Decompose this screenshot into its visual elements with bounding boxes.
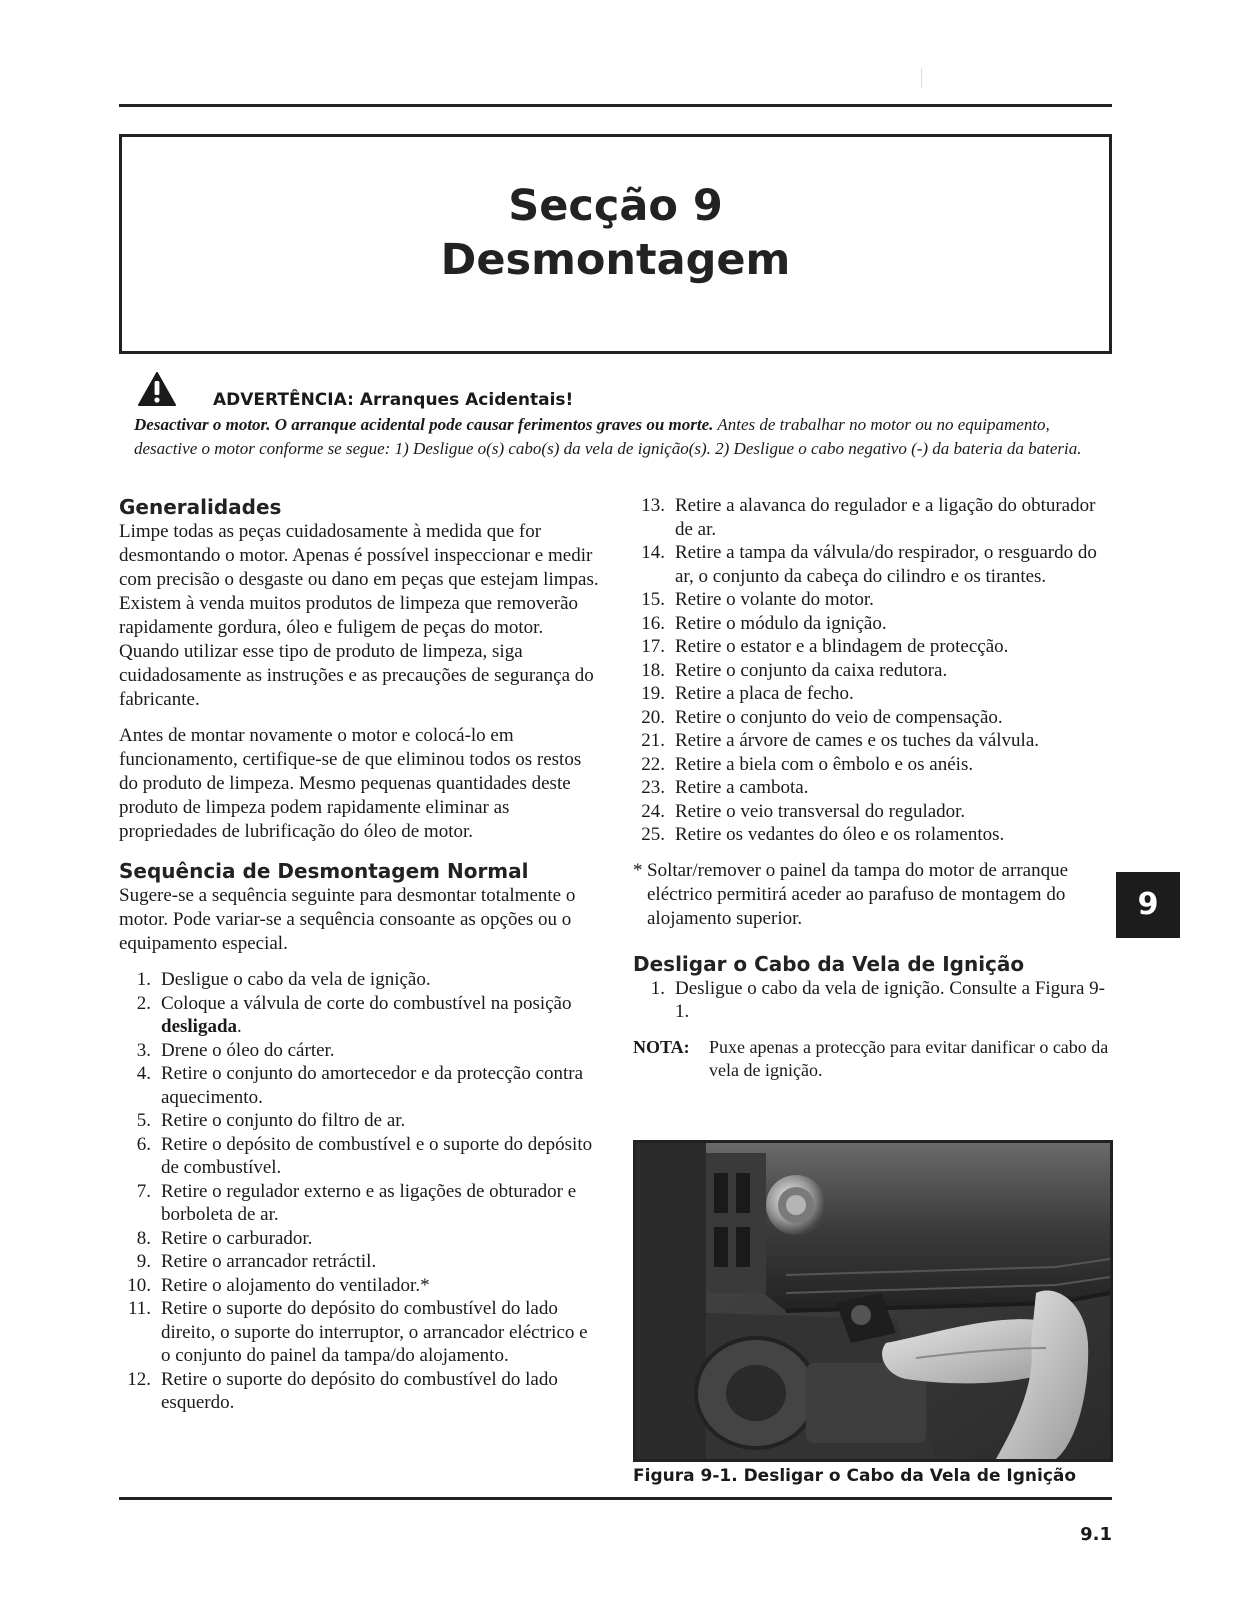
section-tab: 9 [1116,872,1180,938]
list-item: 9. Retire o arrancador retráctil. [136,1251,377,1272]
list-item: 11. Retire o suporte do depósito do combustível do lado direito, o suporte do interruptor, o arrancador eléctrico e o conjunto do painel da tampa/do alojamento. [127,1298,588,1366]
heading-generalidades: Generalidades [119,495,282,519]
warning-triangle-icon [138,372,176,406]
list-item: 17. Retire o estator e a blindagem de protecção. [641,636,1009,657]
list-item: 5. Retire o conjunto do filtro de ar. [136,1110,406,1131]
list-item: 18. Retire o conjunto da caixa redutora. [641,659,948,681]
steps-list-right [633,494,1113,847]
note-label: NOTA: [633,1036,690,1057]
list-item: 3. Drene o óleo do cárter. [136,1039,335,1061]
steps-list-left [119,968,599,1415]
engine-photo-illustration [636,1143,1110,1459]
list-item: 13. Retire a alavanca do regulador e a ligação do obturador de ar. [641,495,1096,540]
list-item: 7. Retire o regulador externo e as ligações de obturador e borboleta de ar. [136,1180,577,1225]
list-item: 22. Retire a biela com o êmbolo e os anéis. [641,753,974,775]
bottom-rule [119,1497,1112,1500]
footnote [633,859,1113,931]
list-item: 14. Retire a tampa da válvula/do respirador, o resguardo do ar, o conjunto da cabeça do cilindro e os tirantes. [641,542,1097,587]
note-block [633,1036,1113,1082]
section-number-title: Secção 9 [508,181,723,231]
list-item: 23. Retire a cambota. [641,777,809,798]
left-column [119,494,599,1415]
list-item: 2. Coloque a válvula de corte do combustível na posição desligada. [136,992,572,1037]
heading-desligar: Desligar o Cabo da Vela de Ignição [633,951,1025,976]
margin-mark [921,68,922,88]
top-rule [119,104,1112,107]
note-text: Puxe apenas a protecção para evitar danificar o cabo da vela de ignição. [709,1036,1109,1080]
steps-list-desligar [633,977,1113,1024]
footnote-text: Soltar/remover o painel da tampa do motor de arranque eléctrico permitirá aceder ao parafuso de montagem do alojamento superior. [647,859,1069,929]
section-title-box [119,134,1112,354]
warning-title: ADVERTÊNCIA: Arranques Acidentais! [213,390,574,410]
warning-body-text: Antes de trabalhar no motor ou no equipamento, desactive o motor conforme se segue: 1) Desligue o(s) cabo(s) da vela de ignição(s). 2) Desligue o cabo negativo (-) da bateria da bateria. [134,415,1082,458]
sequencia-intro: Sugere-se a sequência seguinte para desmontar totalmente o motor. Pode variar-se a sequência consoante as opções ou o equipamento especial. [119,885,576,954]
section-name-title: Desmontagem [440,235,791,285]
list-item: 19. Retire a placa de fecho. [641,683,854,704]
generalidades-paragraph-2: Antes de montar novamente o motor e colocá-lo em funcionamento, certifique-se de que eliminou todos os restos do produto de limpeza. Mesmo pequenas quantidades deste produto de limpeza podem rapidamente eliminar as propriedades de lubrificação do óleo de motor. [119,725,582,842]
list-item: 1. Desligue o cabo da vela de ignição. [136,969,431,990]
warning-text [134,413,1109,461]
list-item: 8. Retire o carburador. [136,1227,313,1249]
figure-photo-engine [633,1140,1113,1462]
list-item: 20. Retire o conjunto do veio de compensação. [641,706,1003,728]
warning-bold-text: Desactivar o motor. O arranque acidental pode causar ferimentos graves ou morte. [134,415,714,434]
list-item: 1. Desligue o cabo da vela de ignição. Consulte a Figura 9-1. [650,977,1106,1022]
list-item: 10. Retire o alojamento do ventilador.* [127,1274,430,1296]
list-item: 6. Retire o depósito de combustível e o suporte do depósito de combustível. [136,1133,593,1178]
heading-sequencia: Sequência de Desmontagem Normal [119,859,529,883]
list-item: 25. Retire os vedantes do óleo e os rolamentos. [641,824,1005,845]
page-number: 9.1 [1080,1524,1112,1545]
footnote-star: * [633,859,643,881]
list-item: 12. Retire o suporte do depósito do combustível do lado esquerdo. [127,1368,558,1413]
list-item: 4. Retire o conjunto do amortecedor e da protecção contra aquecimento. [136,1063,584,1108]
list-item: 15. Retire o volante do motor. [641,589,874,610]
right-column [633,494,1113,1082]
list-item: 16. Retire o módulo da ignição. [641,612,887,634]
generalidades-paragraph-1: Limpe todas as peças cuidadosamente à medida que for desmontando o motor. Apenas é possível inspeccionar e medir com precisão o desgaste ou dano em peças que estejam limpas. Existem à venda muitos produtos de limpeza que removerão rapidamente gordura, óleo e fuligem de peças do motor. Quando utilizar esse tipo de produto de limpeza, siga cuidadosamente as instruções e as precauções de segurança do fabricante. [119,521,599,710]
list-item: 21. Retire a árvore de cames e os tuches da válvula. [641,730,1040,751]
list-item: 24. Retire o veio transversal do regulador. [641,800,966,822]
figure-caption: Figura 9-1. Desligar o Cabo da Vela de Ignição [633,1466,1077,1486]
